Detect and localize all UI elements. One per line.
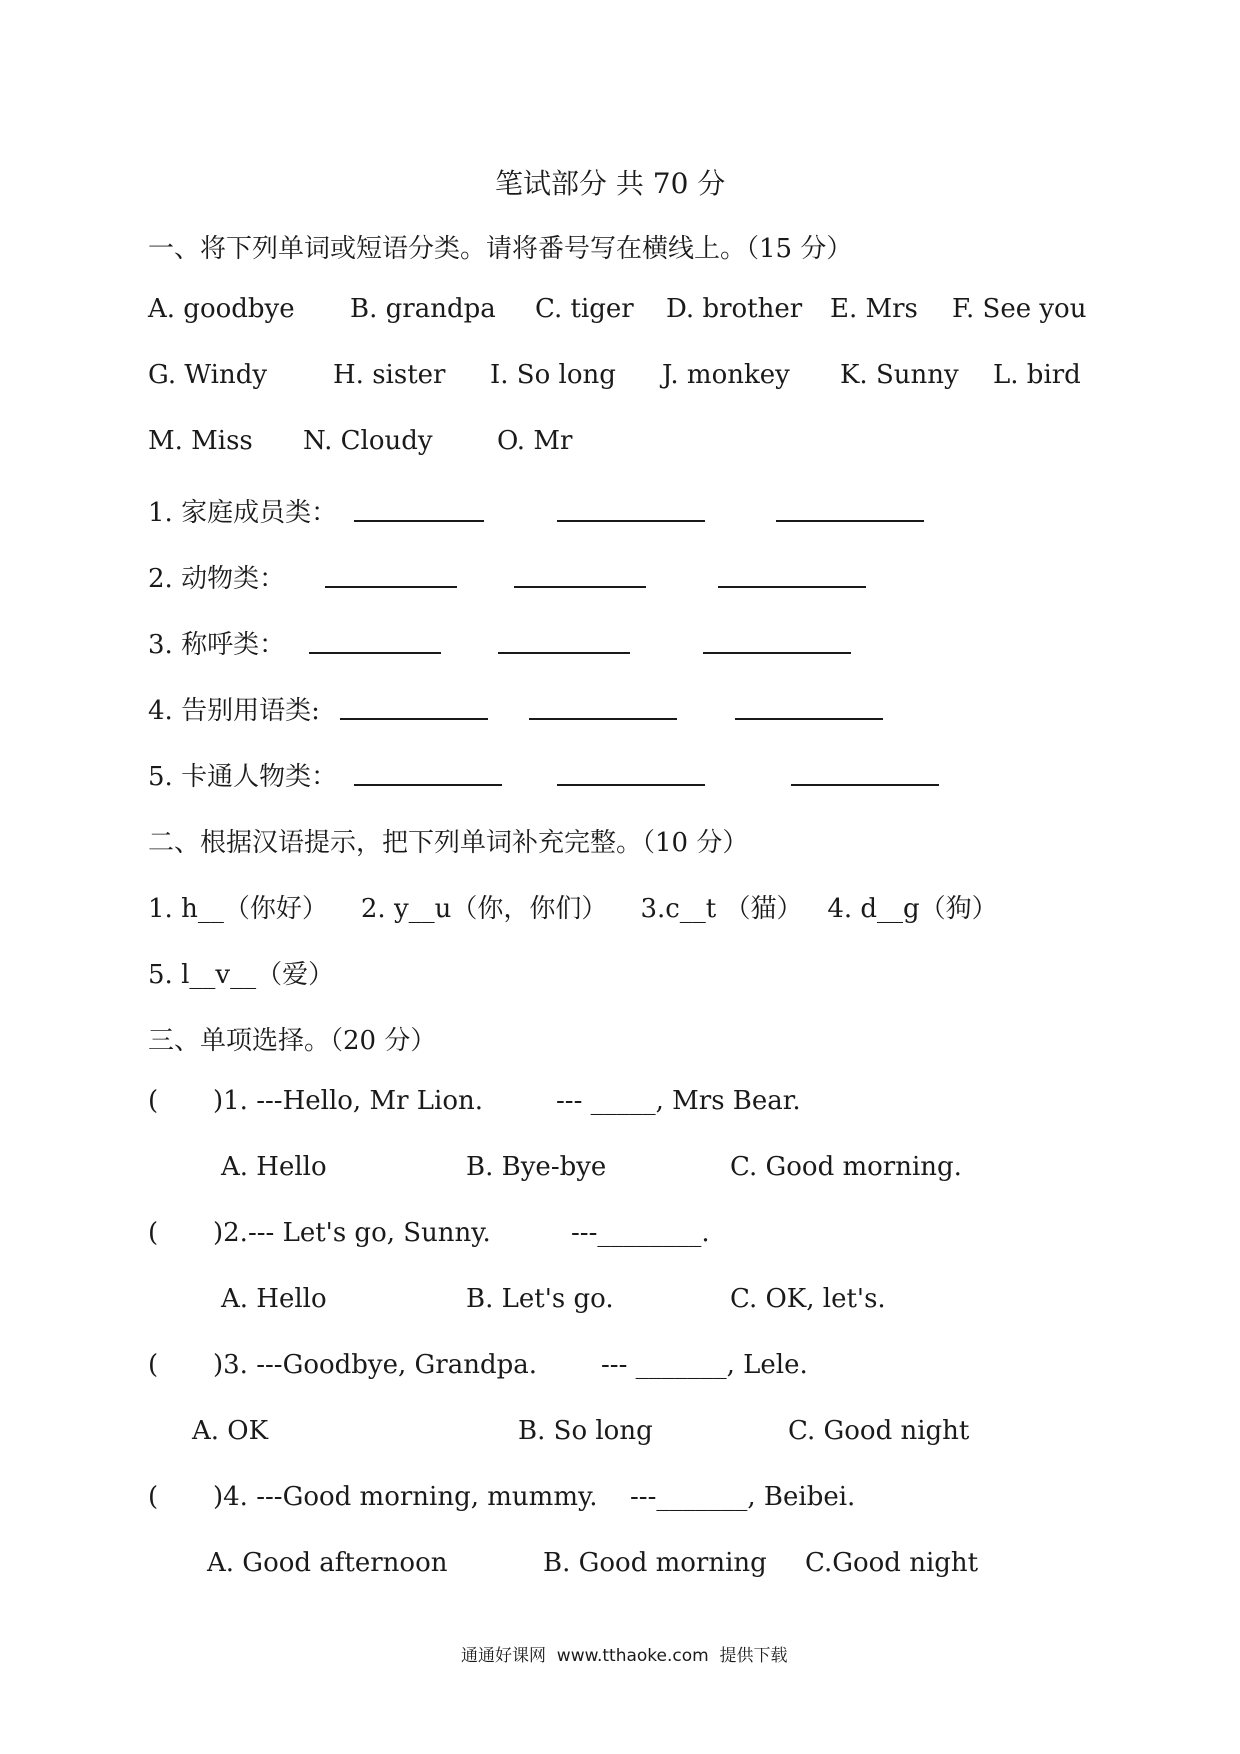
question-reply: ---_______, Beibei. [630,1482,856,1512]
answer-blank[interactable] [776,492,924,522]
category-titles: 3. 称呼类： [148,630,286,660]
answer-blank[interactable] [529,690,677,720]
choice-option[interactable]: B. Bye-bye [466,1152,607,1182]
choice-option[interactable]: A. OK [192,1416,269,1446]
choice-option[interactable]: C. Good morning. [730,1152,962,1182]
category-cartoon: 5. 卡通人物类： [148,762,338,792]
question-reply: ---________. [571,1218,710,1248]
choice-option[interactable]: A. Good afternoon [207,1548,448,1578]
word-option: B. grandpa [350,294,496,324]
answer-blank[interactable] [557,492,705,522]
answer-blank[interactable] [354,492,484,522]
word-option: F. See you [952,294,1087,324]
choice-option[interactable]: C.Good night [805,1548,979,1578]
answer-blank[interactable] [514,558,646,588]
answer-blank[interactable] [703,624,851,654]
answer-paren[interactable]: ( [148,1086,159,1116]
question-reply: --- _____, Mrs Bear. [556,1086,801,1116]
answer-paren[interactable]: ( [148,1218,159,1248]
section3-heading: 三、单项选择。（20 分） [148,1026,437,1056]
page-title: 笔试部分 共 70 分 [495,167,726,200]
word-option: G. Windy [148,360,268,390]
category-family: 1. 家庭成员类： [148,498,338,528]
footer-credit: 通通好课网 www.tthaoke.com 提供下载 [461,1646,788,1666]
answer-blank[interactable] [791,756,939,786]
question-reply: --- _______, Lele. [601,1350,808,1380]
question-stem: )3. ---Goodbye, Grandpa. [213,1350,538,1380]
word-option: H. sister [333,360,446,390]
answer-blank[interactable] [735,690,883,720]
answer-blank[interactable] [325,558,457,588]
question-stem: )4. ---Good morning, mummy. [213,1482,598,1512]
fill-word-line: 1. h__（你好） 2. y__u（你，你们） 3.c__t （猫） 4. d__g（狗） [148,894,998,924]
word-option: D. brother [666,294,803,324]
answer-blank[interactable] [354,756,502,786]
word-option: A. goodbye [148,294,295,324]
answer-paren[interactable]: ( [148,1350,159,1380]
word-option: N. Cloudy [303,426,433,456]
choice-option[interactable]: B. So long [518,1416,653,1446]
category-animals: 2. 动物类： [148,564,286,594]
word-option: J. monkey [662,360,790,390]
word-option: L. bird [993,360,1081,390]
choice-option[interactable]: B. Let's go. [466,1284,614,1314]
answer-blank[interactable] [309,624,441,654]
choice-option[interactable]: C. OK, let's. [730,1284,886,1314]
choice-option[interactable]: B. Good morning [543,1548,767,1578]
answer-blank[interactable] [498,624,630,654]
question-stem: )1. ---Hello, Mr Lion. [213,1086,484,1116]
section1-heading: 一、将下列单词或短语分类。请将番号写在横线上。（15 分） [148,234,853,264]
word-option: O. Mr [497,426,573,456]
section2-heading: 二、根据汉语提示，把下列单词补充完整。（10 分） [148,828,749,858]
answer-blank[interactable] [557,756,705,786]
choice-option[interactable]: A. Hello [221,1284,327,1314]
word-option: C. tiger [535,294,634,324]
answer-blank[interactable] [340,690,488,720]
word-option: E. Mrs [830,294,918,324]
answer-blank[interactable] [718,558,866,588]
fill-word-line: 5. l__v__（爱） [148,960,335,990]
word-option: K. Sunny [840,360,959,390]
question-stem: )2.--- Let's go, Sunny. [213,1218,491,1248]
word-option: I. So long [490,360,616,390]
choice-option[interactable]: C. Good night [788,1416,970,1446]
choice-option[interactable]: A. Hello [221,1152,327,1182]
word-option: M. Miss [148,426,253,456]
answer-paren[interactable]: ( [148,1482,159,1512]
category-farewells: 4. 告别用语类: [148,696,320,726]
